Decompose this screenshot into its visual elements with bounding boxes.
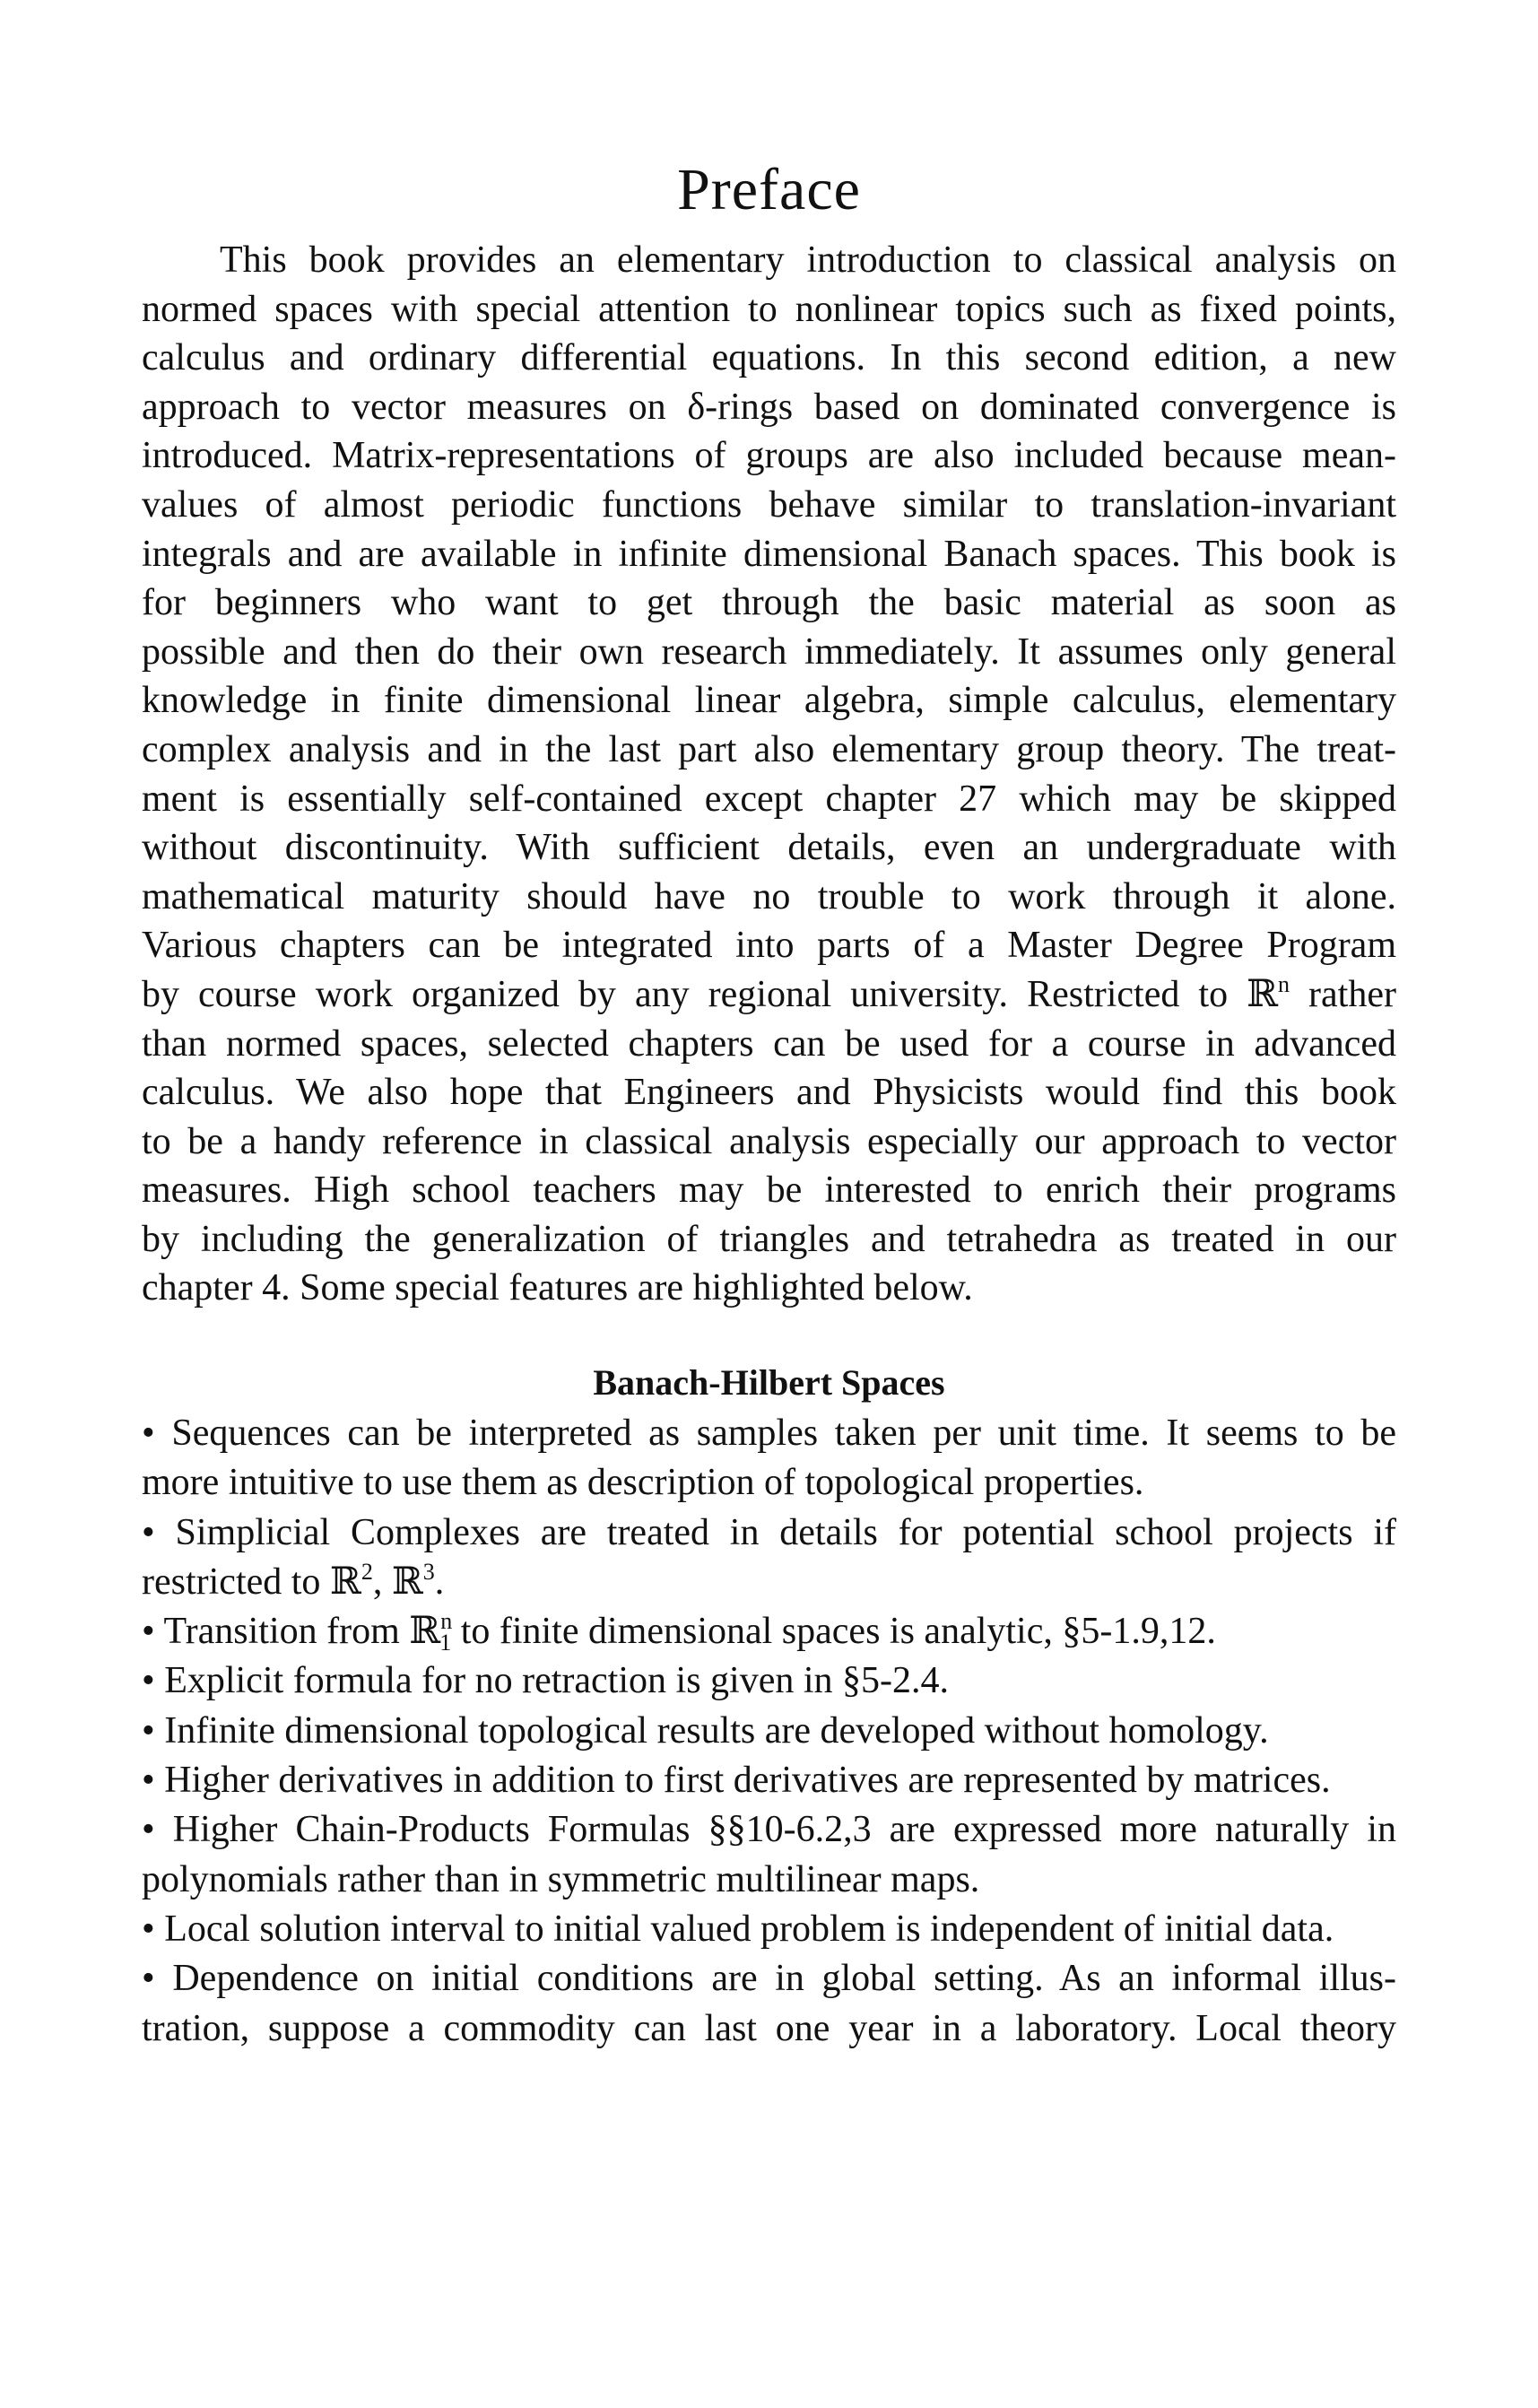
section-heading: Banach-Hilbert Spaces — [593, 1362, 945, 1404]
bullet-icon: • — [142, 1709, 155, 1752]
bullet-icon: • — [142, 1611, 155, 1653]
superscript: n — [440, 1608, 453, 1635]
paragraph-line: chapter 4. Some special features are highlighted below. — [142, 1267, 973, 1309]
bullet-icon: • — [142, 1958, 155, 2000]
bullet-text: Dependence on initial conditions are in global setting. As an informal illus- — [172, 1958, 1397, 2000]
paragraph-line: This book provides an elementary introduction to classical analysis on — [220, 239, 1396, 281]
paragraph-line: without discontinuity. With sufficient details, even an undergraduate with — [142, 827, 1396, 869]
bullet-icon: • — [142, 1908, 155, 1950]
paragraph-line: complex analysis and in the last part also elementary group theory. The treat- — [142, 728, 1396, 770]
bullet-item-chain-products — [142, 1805, 1396, 1855]
line-text: rather — [1290, 973, 1396, 1015]
paragraph-line: to be a handy reference in classical analysis especially our approach to vector — [142, 1120, 1396, 1162]
bullet-continuation: tration, suppose a commodity can last one year in a laboratory. Local theory — [142, 2007, 1396, 2049]
page-title: Preface — [677, 157, 861, 223]
paragraph-line: calculus. We also hope that Engineers and Physicists would find this book — [142, 1072, 1396, 1114]
bullet-continuation: polynomials rather than in symmetric multilinear maps. — [142, 1858, 980, 1900]
bullet-icon: • — [142, 1809, 155, 1851]
superscript-n: n — [1278, 970, 1290, 997]
bullet-text: Infinite dimensional topological results are developed without homology. — [164, 1709, 1269, 1752]
superscript: 2 — [361, 1558, 373, 1585]
feature-bullet-list — [142, 1409, 1396, 2054]
bullet-item-higher-derivatives — [142, 1756, 1396, 1805]
paragraph-line: normed spaces with special attention to nonlinear topics such as fixed points, — [142, 288, 1396, 330]
bullet-text: , ℝ — [372, 1560, 423, 1603]
bullet-item-retraction — [142, 1656, 1396, 1706]
paragraph-line: calculus and ordinary differential equations. In this second edition, a new — [142, 337, 1396, 379]
paragraph-line: ment is essentially self-contained except chapter 27 which may be skipped — [142, 778, 1396, 820]
paragraph-line: measures. High school teachers may be interested to enrich their programs — [142, 1169, 1396, 1212]
paragraph-line: values of almost periodic functions behave similar to translation-invariant — [142, 483, 1396, 526]
paragraph-line: for beginners who want to get through the basic material as soon as — [142, 582, 1396, 624]
bullet-item-sequences — [142, 1409, 1396, 1458]
bullet-text: restricted to ℝ — [142, 1560, 361, 1603]
paragraph-line: integrals and are available in infinite dimensional Banach spaces. This book is — [142, 533, 1396, 575]
paragraph-line: introduced. Matrix-representations of groups are also included because mean- — [142, 435, 1396, 477]
bullet-text: Transition from ℝ — [163, 1611, 441, 1653]
paragraph-line: mathematical maturity should have no trouble to work through it alone. — [142, 875, 1396, 917]
intro-paragraph — [142, 236, 1396, 1313]
bullet-text: Local solution interval to initial valued problem is independent of initial data. — [164, 1908, 1334, 1950]
bullet-continuation: more intuitive to use them as description of topological properties. — [142, 1462, 1144, 1504]
bullet-text: Sequences can be interpreted as samples taken per unit time. It seems to be — [171, 1413, 1397, 1454]
paragraph-line: possible and then do their own research immediately. It assumes only general — [142, 630, 1396, 673]
paragraph-line — [142, 970, 1396, 1020]
bullet-item-infinite-dimensional — [142, 1707, 1396, 1756]
bullet-text: to finite dimensional spaces is analytic, §5-1.9,12. — [451, 1611, 1216, 1653]
paragraph-line: than normed spaces, selected chapters can be used for a course in advanced — [142, 1022, 1396, 1065]
bullet-item-local-solution — [142, 1905, 1396, 1954]
paragraph-line: approach to vector measures on δ-rings based on dominated convergence is — [142, 386, 1396, 428]
bullet-item-transition — [142, 1607, 1396, 1656]
paragraph-line: Various chapters can be integrated into parts of a Master Degree Program — [142, 925, 1396, 967]
bullet-icon: • — [142, 1760, 155, 1802]
paragraph-line: by including the generalization of triangles and tetrahedra as treated in our — [142, 1218, 1396, 1260]
bullet-text: Higher derivatives in addition to first derivatives are represented by matrices. — [164, 1760, 1331, 1802]
bullet-icon: • — [142, 1413, 155, 1454]
line-text: by course work organized by any regional university. Restricted to ℝ — [142, 973, 1279, 1015]
bullet-text: Higher Chain-Products Formulas §§10-6.2,3 are expressed more naturally in — [172, 1809, 1396, 1851]
superscript: 3 — [422, 1558, 435, 1585]
subscript: 1 — [439, 1630, 452, 1656]
bullet-text: Explicit formula for no retraction is given in §5-2.4. — [164, 1660, 949, 1702]
bullet-continuation — [142, 1558, 1396, 1607]
bullet-item-simplicial — [142, 1508, 1396, 1558]
bullet-text: . — [434, 1560, 445, 1603]
bullet-icon: • — [142, 1511, 155, 1553]
bullet-icon: • — [142, 1660, 155, 1702]
bullet-item-dependence — [142, 1954, 1396, 2004]
paragraph-line: knowledge in finite dimensional linear algebra, simple calculus, elementary — [142, 680, 1396, 722]
bullet-text: Simplicial Complexes are treated in details for potential school projects if — [175, 1511, 1397, 1553]
